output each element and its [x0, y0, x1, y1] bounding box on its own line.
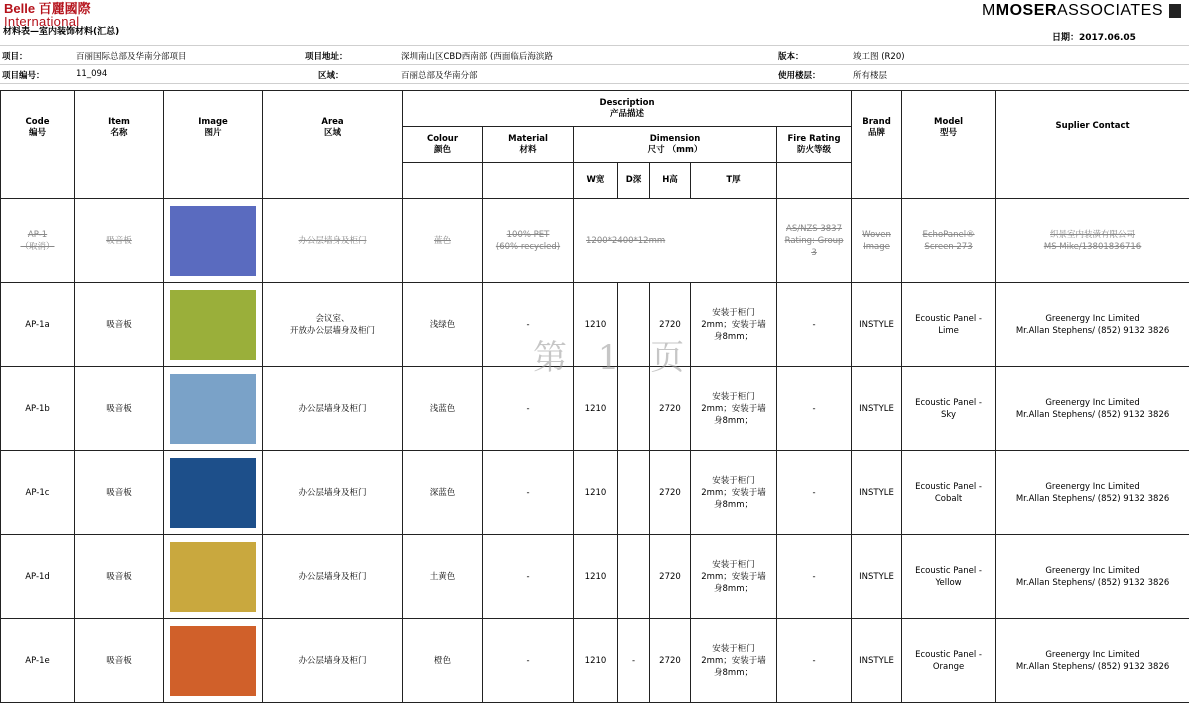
header-code	[1, 91, 75, 199]
cell-h: 2720	[650, 451, 691, 535]
header-brand-en: Brand	[862, 117, 891, 127]
t-line1: 安装于柜门	[712, 307, 755, 318]
header-code-cn: 编号	[28, 128, 46, 138]
header-d: D深	[618, 163, 650, 199]
t-line2: 2mm；安装于墙	[701, 403, 766, 414]
t-line2: 2mm；安装于墙	[701, 319, 766, 330]
area-line2: 开放办公层墙身及柜门	[289, 325, 375, 336]
cell-h: 2720	[650, 535, 691, 619]
model-line1: Ecoustic Panel -	[915, 397, 982, 408]
cell-fire: -	[777, 283, 852, 367]
t-line3: 身8mm；	[714, 583, 753, 594]
contact-line2: Mr.Allan Stephens/ (852) 9132 3826	[1015, 325, 1170, 336]
table-row	[1, 367, 1189, 451]
cell-brand	[852, 199, 902, 283]
belle-logo-line2: International	[4, 14, 80, 29]
header-fire-en: Fire Rating	[787, 133, 841, 144]
header-w: W宽	[574, 163, 618, 199]
header-t: T厚	[691, 163, 777, 199]
cell-area	[263, 535, 403, 619]
fire-line2: Rating: Group	[784, 235, 844, 246]
header-fire	[777, 127, 852, 163]
materials-table	[0, 90, 1189, 703]
cell-material: -	[483, 451, 574, 535]
cell-fire: -	[777, 535, 852, 619]
contact-line1: Greenergy Inc Limited	[1045, 565, 1140, 576]
t-line1: 安装于柜门	[712, 559, 755, 570]
header-contact: Suplier Contact	[996, 91, 1189, 199]
cell-area	[263, 367, 403, 451]
cell-colour: 浅绿色	[403, 283, 483, 367]
cell-brand: INSTYLE	[852, 283, 902, 367]
cell-image	[164, 451, 263, 535]
address-value: 深圳南山区CBD西南部 (西面临后海滨路	[401, 52, 553, 62]
t-line2: 2mm；安装于墙	[701, 487, 766, 498]
cell-model	[902, 199, 996, 283]
area-line1: 办公层墙身及柜门	[298, 403, 367, 414]
moser-logo-bold: MOSER	[995, 2, 1057, 19]
cell-dimension: 1200*2400*12mm	[574, 199, 777, 283]
divider	[0, 83, 1189, 84]
cell-h: 2720	[650, 367, 691, 451]
cell-image	[164, 283, 263, 367]
header-area-cn: 区域	[323, 128, 341, 138]
cell-colour: 深蓝色	[403, 451, 483, 535]
contact-line2: Mr.Allan Stephens/ (852) 9132 3826	[1015, 661, 1170, 672]
cell-d	[618, 535, 650, 619]
cell-contact	[996, 283, 1189, 367]
cell-contact	[996, 199, 1189, 283]
table-row	[1, 535, 1189, 619]
project-no-label: 项目编号：	[2, 71, 45, 81]
t-line3: 身8mm；	[714, 667, 753, 678]
header-dimension	[574, 127, 777, 163]
material-line1: 100% PET	[506, 229, 550, 240]
brand-line1: Woven	[862, 229, 891, 240]
project-no-value: 11_094	[76, 69, 108, 79]
model-line2: Sky	[941, 409, 957, 420]
cell-fire	[777, 199, 852, 283]
header-colour-cn: 颜色	[433, 144, 451, 155]
cell-code: AP-1d	[1, 535, 75, 619]
model-line2: Lime	[938, 325, 959, 336]
model-line1: Ecoustic Panel -	[915, 649, 982, 660]
header-description	[403, 91, 852, 127]
cell-contact	[996, 535, 1189, 619]
model-line1: EchoPanel®	[922, 229, 975, 240]
header-model-cn: 型号	[940, 128, 958, 138]
cell-code: AP-1b	[1, 367, 75, 451]
model-line2: Yellow	[935, 577, 962, 588]
table-row-cancelled	[1, 199, 1189, 283]
cell-t	[691, 535, 777, 619]
t-line3: 身8mm；	[714, 499, 753, 510]
header-material	[483, 127, 574, 163]
header-material-en: Material	[508, 133, 548, 144]
area-line1: 办公层墙身及柜门	[298, 487, 367, 498]
cell-area: 办公层墙身及柜门	[263, 199, 403, 283]
cell-brand: INSTYLE	[852, 451, 902, 535]
cell-model	[902, 535, 996, 619]
cell-model	[902, 283, 996, 367]
header-colour	[403, 127, 483, 163]
cell-w: 1210	[574, 619, 618, 703]
project-label: 项目：	[2, 52, 28, 62]
model-line2: Orange	[932, 661, 965, 672]
cell-contact	[996, 619, 1189, 703]
cell-h: 2720	[650, 619, 691, 703]
header-brand-cn: 品牌	[868, 128, 886, 138]
cell-image	[164, 535, 263, 619]
floor-value: 所有楼层	[853, 71, 888, 81]
swatch-image	[170, 458, 256, 528]
fire-line1: AS/NZS 3837	[786, 223, 843, 234]
cell-contact	[996, 367, 1189, 451]
code-line1: AP-1	[27, 229, 48, 240]
header-image-en: Image	[198, 117, 228, 127]
cell-w: 1210	[574, 535, 618, 619]
cell-item: 吸音板	[75, 619, 164, 703]
cell-item: 吸音板	[75, 367, 164, 451]
swatch-image	[170, 626, 256, 696]
header-item-en: Item	[108, 117, 130, 127]
cell-material: -	[483, 283, 574, 367]
header-dimension-en: Dimension	[649, 133, 701, 144]
swatch-image	[170, 290, 256, 360]
cell-fire: -	[777, 619, 852, 703]
header-brand	[852, 91, 902, 199]
cell-model	[902, 367, 996, 451]
header-material-cn: 材料	[519, 144, 537, 155]
cell-colour: 蓝色	[403, 199, 483, 283]
contact-line1: 织景室内装潢有限公司	[1050, 229, 1136, 240]
cell-item: 吸音板	[75, 199, 164, 283]
cell-area	[263, 283, 403, 367]
contact-line2: Mr.Allan Stephens/ (852) 9132 3826	[1015, 409, 1170, 420]
contact-line2: Mr.Allan Stephens/ (852) 9132 3826	[1015, 577, 1170, 588]
cell-area	[263, 619, 403, 703]
cell-code	[1, 199, 75, 283]
cell-w: 1210	[574, 283, 618, 367]
sheet-subtitle: 材料表—室内装饰材料(汇总)	[3, 27, 120, 37]
cell-code: AP-1a	[1, 283, 75, 367]
header-description-cn: 产品描述	[610, 108, 645, 119]
cell-colour: 橙色	[403, 619, 483, 703]
header-model	[902, 91, 996, 199]
model-line2: Cobalt	[934, 493, 963, 504]
date-label: 日期：2017.06.05	[1052, 33, 1136, 43]
moser-logo-square-icon	[1169, 4, 1181, 18]
fire-line3: 3	[811, 247, 817, 258]
cell-fire: -	[777, 451, 852, 535]
cell-fire: -	[777, 367, 852, 451]
material-line2: (60% recycled)	[495, 241, 561, 252]
code-line2: （取消）	[20, 241, 55, 252]
contact-line1: Greenergy Inc Limited	[1045, 313, 1140, 324]
contact-line2: MS Mike/13801836716	[1043, 241, 1142, 252]
cell-item: 吸音板	[75, 451, 164, 535]
cell-material: -	[483, 535, 574, 619]
cell-code: AP-1e	[1, 619, 75, 703]
header-fire-cn: 防火等级	[797, 144, 832, 155]
model-line1: Ecoustic Panel -	[915, 313, 982, 324]
cell-d	[618, 451, 650, 535]
swatch-image	[170, 542, 256, 612]
cell-image	[164, 619, 263, 703]
header-model-en: Model	[934, 117, 964, 127]
project-value: 百丽国际总部及华南分部项目	[76, 52, 187, 62]
cell-model	[902, 451, 996, 535]
cell-t	[691, 619, 777, 703]
contact-line1: Greenergy Inc Limited	[1045, 649, 1140, 660]
header-colour-blank	[403, 163, 483, 199]
cell-brand: INSTYLE	[852, 367, 902, 451]
swatch-image	[170, 374, 256, 444]
moser-logo-text	[982, 2, 1163, 20]
cell-material: -	[483, 367, 574, 451]
t-line3: 身8mm；	[714, 415, 753, 426]
table-row	[1, 451, 1189, 535]
cell-w: 1210	[574, 367, 618, 451]
moser-logo-part: M	[981, 2, 996, 19]
header-code-en: Code	[25, 117, 50, 127]
cell-item: 吸音板	[75, 535, 164, 619]
t-line1: 安装于柜门	[712, 391, 755, 402]
cell-material	[483, 199, 574, 283]
header-area-en: Area	[321, 117, 344, 127]
cell-code: AP-1c	[1, 451, 75, 535]
cell-t	[691, 283, 777, 367]
cell-brand: INSTYLE	[852, 535, 902, 619]
cell-d	[618, 367, 650, 451]
area-line1: 会议室、	[315, 313, 350, 324]
header-image	[164, 91, 263, 199]
t-line2: 2mm；安装于墙	[701, 655, 766, 666]
header-item-cn: 名称	[110, 128, 128, 138]
cell-item: 吸音板	[75, 283, 164, 367]
model-line2: Screen 273	[924, 241, 973, 252]
cell-t	[691, 451, 777, 535]
t-line1: 安装于柜门	[712, 643, 755, 654]
table-row	[1, 619, 1189, 703]
t-line2: 2mm；安装于墙	[701, 571, 766, 582]
area-value: 百丽总部及华南分部	[401, 71, 478, 81]
header-description-en: Description	[599, 97, 655, 108]
header-h: H高	[650, 163, 691, 199]
header-area	[263, 91, 403, 199]
area-label: 区域：	[318, 71, 344, 81]
brand-line2: Image	[863, 241, 890, 252]
model-line1: Ecoustic Panel -	[915, 481, 982, 492]
cell-image	[164, 367, 263, 451]
header-item	[75, 91, 164, 199]
cell-material: -	[483, 619, 574, 703]
cell-contact	[996, 451, 1189, 535]
cell-image	[164, 199, 263, 283]
header-dimension-cn: 尺寸 （mm）	[647, 144, 703, 155]
area-line1: 办公层墙身及柜门	[298, 655, 367, 666]
page-watermark: 第 1 页	[533, 338, 695, 378]
swatch-image	[170, 206, 256, 276]
t-line1: 安装于柜门	[712, 475, 755, 486]
address-label: 项目地址：	[305, 52, 348, 62]
contact-line2: Mr.Allan Stephens/ (852) 9132 3826	[1015, 493, 1170, 504]
belle-logo-line1: Belle 百麗國際	[4, 1, 91, 16]
contact-line1: Greenergy Inc Limited	[1045, 397, 1140, 408]
header-fire-blank	[777, 163, 852, 199]
cell-brand: INSTYLE	[852, 619, 902, 703]
moser-logo	[982, 2, 1181, 20]
cell-h: 2720	[650, 283, 691, 367]
cell-colour: 土黄色	[403, 535, 483, 619]
cell-d: -	[618, 619, 650, 703]
floor-label: 使用楼层：	[778, 71, 821, 81]
cell-colour: 浅蓝色	[403, 367, 483, 451]
t-line3: 身8mm；	[714, 331, 753, 342]
header-image-cn: 图片	[204, 128, 222, 138]
cell-model	[902, 619, 996, 703]
cell-w: 1210	[574, 451, 618, 535]
header-material-blank	[483, 163, 574, 199]
moser-logo-part: ASSOCIATES	[1056, 2, 1163, 19]
divider	[0, 45, 1189, 46]
header-colour-en: Colour	[426, 133, 459, 144]
version-label: 版本：	[778, 52, 804, 62]
model-line1: Ecoustic Panel -	[915, 565, 982, 576]
version-value: 竣工图 (R20)	[853, 52, 905, 62]
area-line1: 办公层墙身及柜门	[298, 571, 367, 582]
divider	[0, 64, 1189, 65]
cell-area	[263, 451, 403, 535]
contact-line1: Greenergy Inc Limited	[1045, 481, 1140, 492]
cell-t	[691, 367, 777, 451]
